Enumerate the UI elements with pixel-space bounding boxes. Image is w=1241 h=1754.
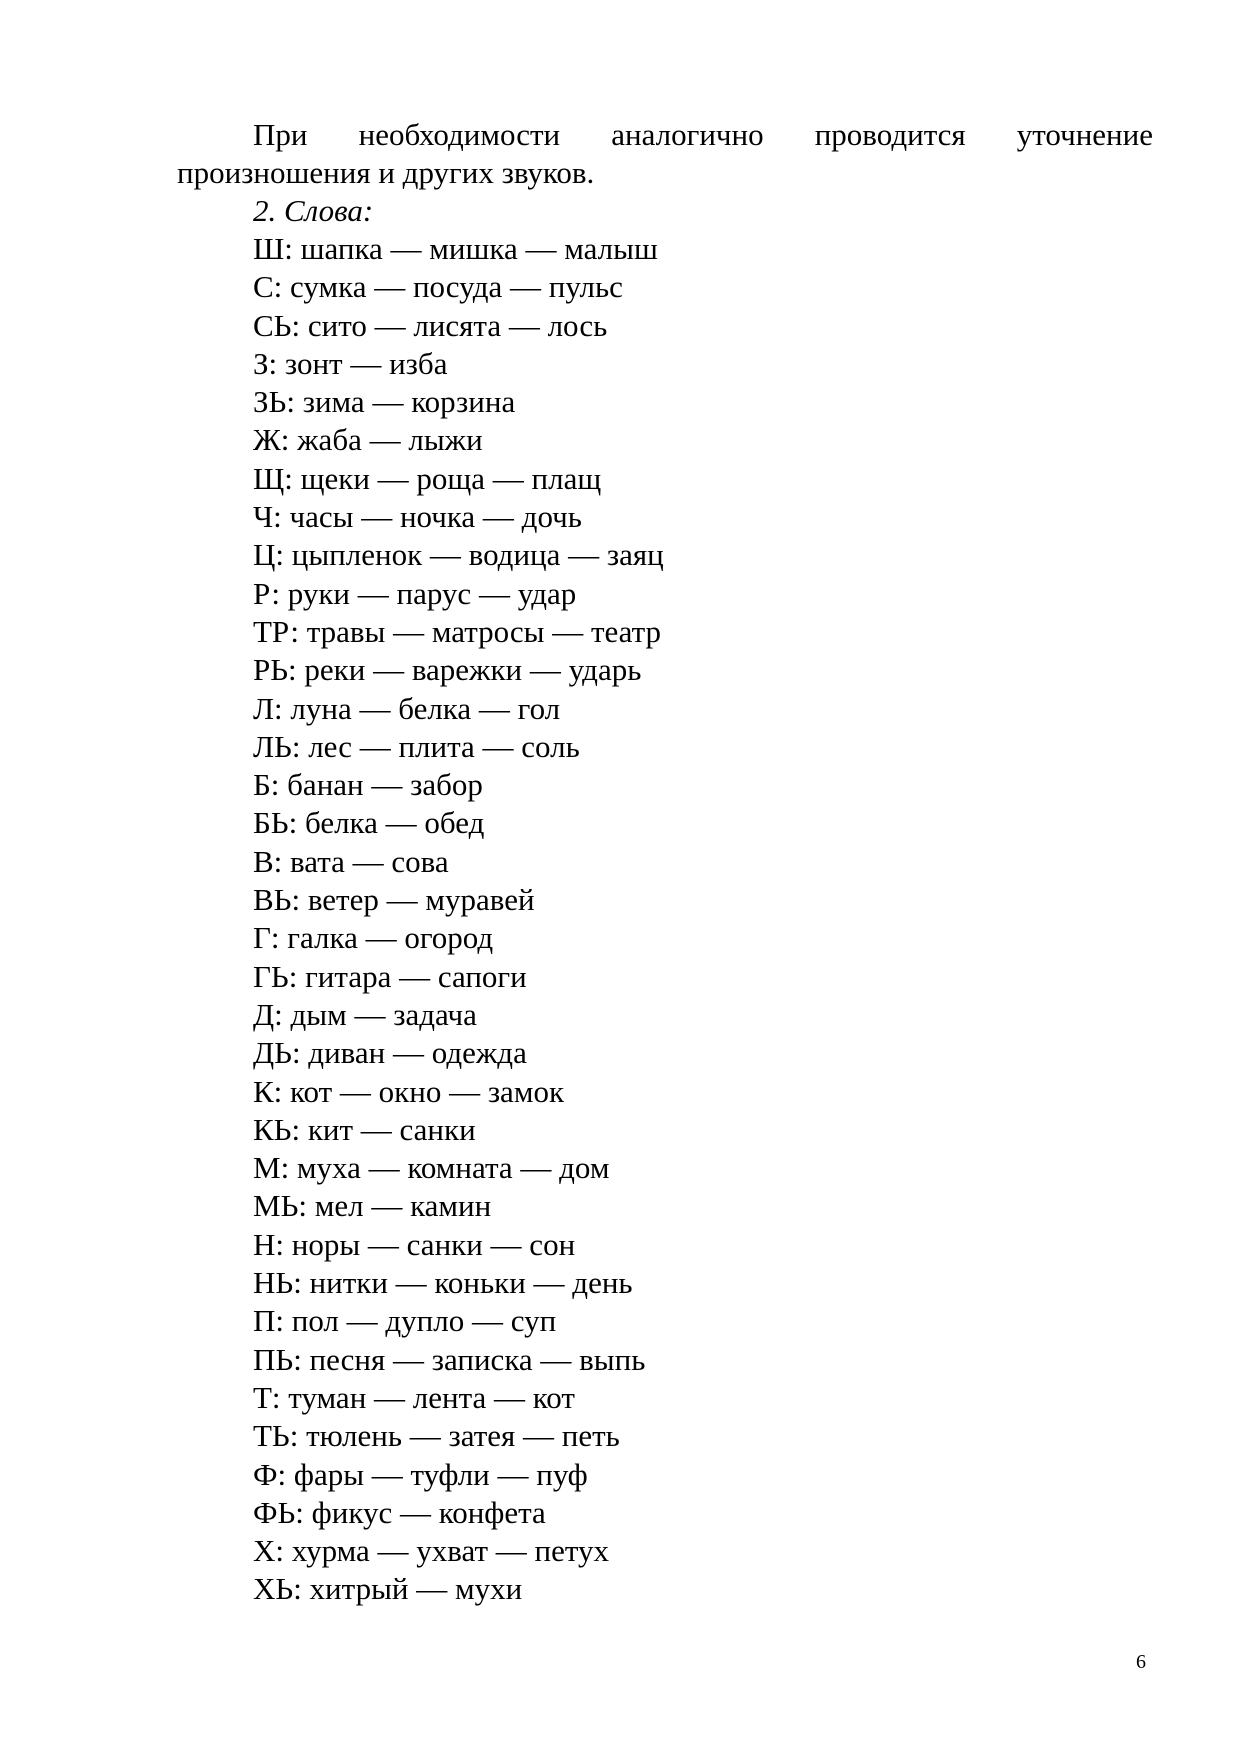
word-list-item: БЬ: белка — обед xyxy=(253,805,485,841)
word-list-item: ДЬ: диван — одежда xyxy=(253,1035,527,1071)
word-list-item: ЛЬ: лес — плита — соль xyxy=(253,728,580,764)
word-list-item: ЗЬ: зима — корзина xyxy=(253,384,516,420)
word-list-item: РЬ: реки — варежки — ударь xyxy=(253,652,642,688)
word-list-item: СЬ: сито — лисята — лось xyxy=(253,307,608,343)
word-list-item: Щ: щеки — роща — плащ xyxy=(253,460,602,496)
word-list-item: Т: туман — лента — кот xyxy=(253,1379,575,1415)
word-list-item: ХЬ: хитрый — мухи xyxy=(253,1571,523,1607)
intro-line-2: произношения и других звуков. xyxy=(177,155,595,190)
word-list-item: Г: галка — огород xyxy=(253,920,494,956)
word-list-item: НЬ: нитки — коньки — день xyxy=(253,1265,633,1301)
page-number: 6 xyxy=(1136,1651,1146,1673)
word-list xyxy=(253,230,664,1609)
word-list-item: Д: дым — задача xyxy=(253,996,477,1032)
word-list-item: ФЬ: фикус — конфета xyxy=(253,1494,546,1530)
section-heading: 2. Слова: xyxy=(253,193,374,228)
word-list-item: Н: норы — санки — сон xyxy=(253,1226,576,1262)
word-list-item: Ж: жаба — лыжи xyxy=(253,422,483,458)
word-list-item: С: сумка — посуда — пульс xyxy=(253,269,623,305)
word-list-item: Л: луна — белка — гол xyxy=(253,690,561,726)
word-list-item: В: вата — сова xyxy=(253,843,449,879)
word-list-item: Ф: фары — туфли — пуф xyxy=(253,1456,588,1492)
word-list-item: ПЬ: песня — записка — выпь xyxy=(253,1341,646,1377)
word-list-item: Р: руки — парус — удар xyxy=(253,575,577,611)
word-list-item: Ч: часы — ночка — дочь xyxy=(253,499,582,535)
word-list-item: Ш: шапка — мишка — малыш xyxy=(253,231,658,266)
word-list-item: МЬ: мел — камин xyxy=(253,1188,492,1224)
word-list-item: ТР: травы — матросы — театр xyxy=(253,613,662,649)
word-list-item: ВЬ: ветер — муравей xyxy=(253,882,535,918)
intro-paragraph xyxy=(177,116,1153,192)
word-list-item: ГЬ: гитара — сапоги xyxy=(253,958,527,994)
word-list-item: КЬ: кит — санки xyxy=(253,1111,476,1147)
intro-line-1: При необходимости аналогично проводится уточнение xyxy=(253,117,1153,152)
word-list-item: Б: банан — забор xyxy=(253,767,483,803)
word-list-item: П: пол — дупло — суп xyxy=(253,1303,557,1339)
word-list-item: Х: хурма — ухват — петух xyxy=(253,1533,609,1569)
word-list-item: Ц: цыпленок — водица — заяц xyxy=(253,537,664,573)
word-list-item: З: зонт — изба xyxy=(253,345,448,381)
word-list-item: ТЬ: тюлень — затея — петь xyxy=(253,1418,620,1454)
word-list-item: М: муха — комната — дом xyxy=(253,1150,610,1186)
word-list-item: К: кот — окно — замок xyxy=(253,1073,564,1109)
